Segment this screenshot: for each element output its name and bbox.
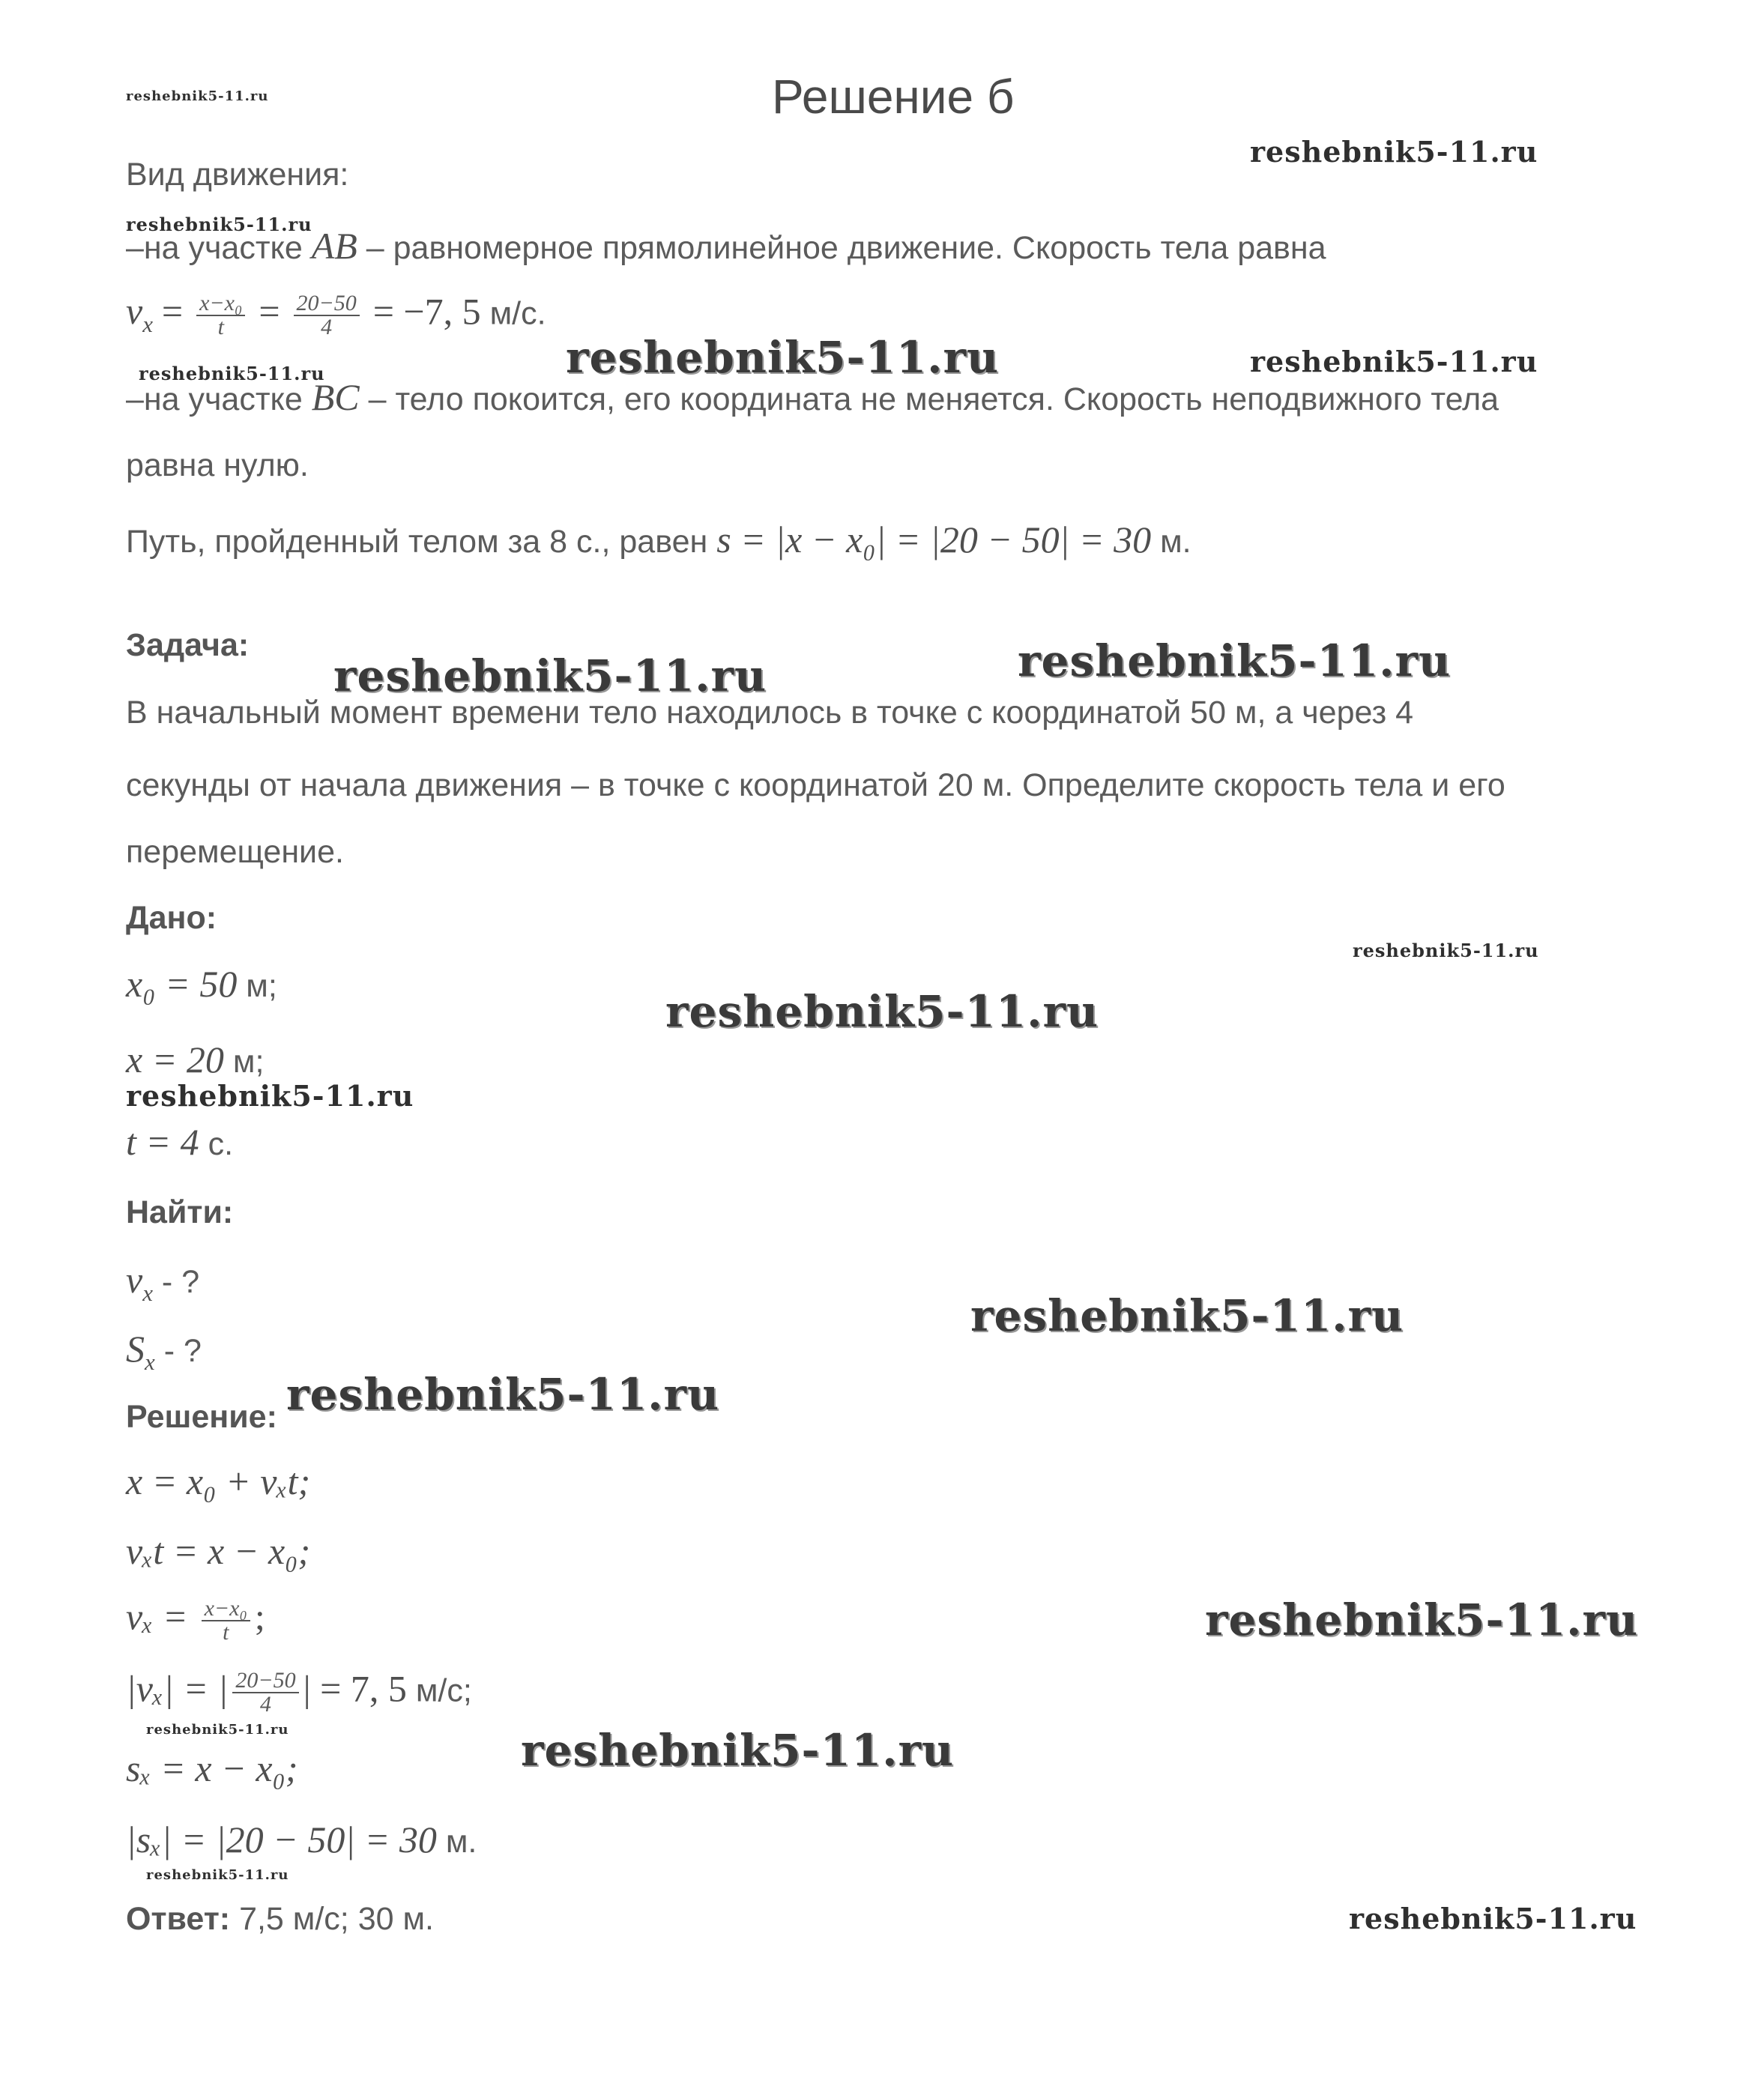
problem-line: перемещение. <box>126 834 344 870</box>
watermark: reshebnik5-11.ru <box>333 650 767 701</box>
bc-text: тело покоится, его координата не меняется. Скорость неподвижного тела <box>395 381 1499 417</box>
solution-eq5: sₓ = x − x₀; <box>126 1747 298 1789</box>
solution-eq3: vₓ = $\frac{\text{x−x₀}}{t}$ ; <box>126 1595 265 1645</box>
ab-prefix: –на участке <box>126 230 303 266</box>
ab-dash: – <box>366 230 384 266</box>
page-title: Решение б <box>772 70 1015 124</box>
watermark: reshebnik5-11.ru <box>286 1369 720 1420</box>
problem-line: В начальный момент времени тело находилось в точке с координатой 50 м, а через 4 <box>126 695 1414 731</box>
watermark: reshebnik5-11.ru <box>1250 135 1538 169</box>
ab-text: равномерное прямолинейное движение. Скорость тела равна <box>393 230 1326 266</box>
path-formula: s = |x − x₀| = |20 − 50| = 30 <box>716 519 1152 560</box>
solution-eq2: vₓt = x − x₀; <box>126 1530 311 1572</box>
given-heading: Дано: <box>126 900 217 936</box>
find-displacement: $S_x$ - ? <box>126 1328 202 1375</box>
watermark: reshebnik5-11.ru <box>521 1725 955 1776</box>
motion-type-label: Вид движения: <box>126 157 349 193</box>
answer-label: Ответ: <box>126 1901 231 1937</box>
given-x: x = 20 м; <box>126 1039 265 1080</box>
bc-segment: BC <box>311 376 360 418</box>
solution-eq6: |sₓ| = |20 − 50| = 30 м. <box>126 1819 477 1860</box>
unit: м. <box>1160 524 1191 560</box>
answer-line <box>126 1903 434 1935</box>
unit: м/с. <box>489 295 546 332</box>
find-heading: Найти: <box>126 1194 234 1230</box>
watermark: reshebnik5-11.ru <box>970 1290 1404 1341</box>
bc-prefix: –на участке <box>126 381 303 417</box>
watermark: reshebnik5-11.ru <box>1250 345 1538 378</box>
bc-dash: – <box>368 381 387 417</box>
watermark: reshebnik5-11.ru <box>566 332 1000 383</box>
formula-result: = −7, 5 <box>372 290 481 333</box>
answer-text: 7,5 м/с; 30 м. <box>239 1901 434 1937</box>
problem-heading: Задача: <box>126 627 250 663</box>
bc-text-continued: равна нулю. <box>126 447 309 483</box>
fraction: $\frac{\text{x−x₀}}{t}$ <box>202 1597 250 1644</box>
watermark: reshebnik5-11.ru <box>665 986 1099 1037</box>
watermark: reshebnik5-11.ru <box>1205 1594 1639 1645</box>
find-velocity: $v_x$ - ? <box>126 1259 200 1306</box>
path-text: Путь, пройденный телом за 8 с., равен <box>126 524 708 560</box>
watermark: reshebnik5-11.ru <box>126 214 312 235</box>
ab-velocity-formula: $v_x$ = $\frac{\text{x−x₀}}{t}$ = $\frac{20-50}{4}$ = −7, 5 м/с. <box>126 290 546 339</box>
fraction: $\frac{\text{x−x₀}}{t}$ <box>196 292 245 339</box>
segment-bc-line <box>126 378 1499 416</box>
watermark: reshebnik5-11.ru <box>126 88 269 104</box>
watermark: reshebnik5-11.ru <box>146 1867 289 1883</box>
given-x0: x₀ = 50 м; <box>126 963 277 1005</box>
watermark: reshebnik5-11.ru <box>1353 940 1539 961</box>
watermark: reshebnik5-11.ru <box>146 1722 289 1738</box>
watermark: reshebnik5-11.ru <box>126 1079 414 1113</box>
watermark: reshebnik5-11.ru <box>1018 635 1452 686</box>
ab-segment: AB <box>311 225 357 267</box>
solution-eq1: x = x₀ + vₓt; <box>126 1460 311 1502</box>
watermark: reshebnik5-11.ru <box>139 363 325 384</box>
fraction: $\frac{20-50}{4}$ <box>294 292 360 339</box>
fraction: $\frac{20-50}{4}$ <box>232 1669 298 1716</box>
given-t: t = 4 с. <box>126 1121 234 1163</box>
watermark: reshebnik5-11.ru <box>1349 1902 1637 1935</box>
path-line <box>126 521 1191 558</box>
solution-heading: Решение: <box>126 1399 277 1435</box>
formula-lhs: $v_x$ <box>126 290 153 338</box>
solution-eq4: |vₓ| = | $\frac{20-50}{4}$ | = 7, 5 м/с; <box>126 1667 472 1717</box>
problem-line: секунды от начала движения – в точке с координатой 20 м. Определите скорость тела и его <box>126 767 1505 803</box>
